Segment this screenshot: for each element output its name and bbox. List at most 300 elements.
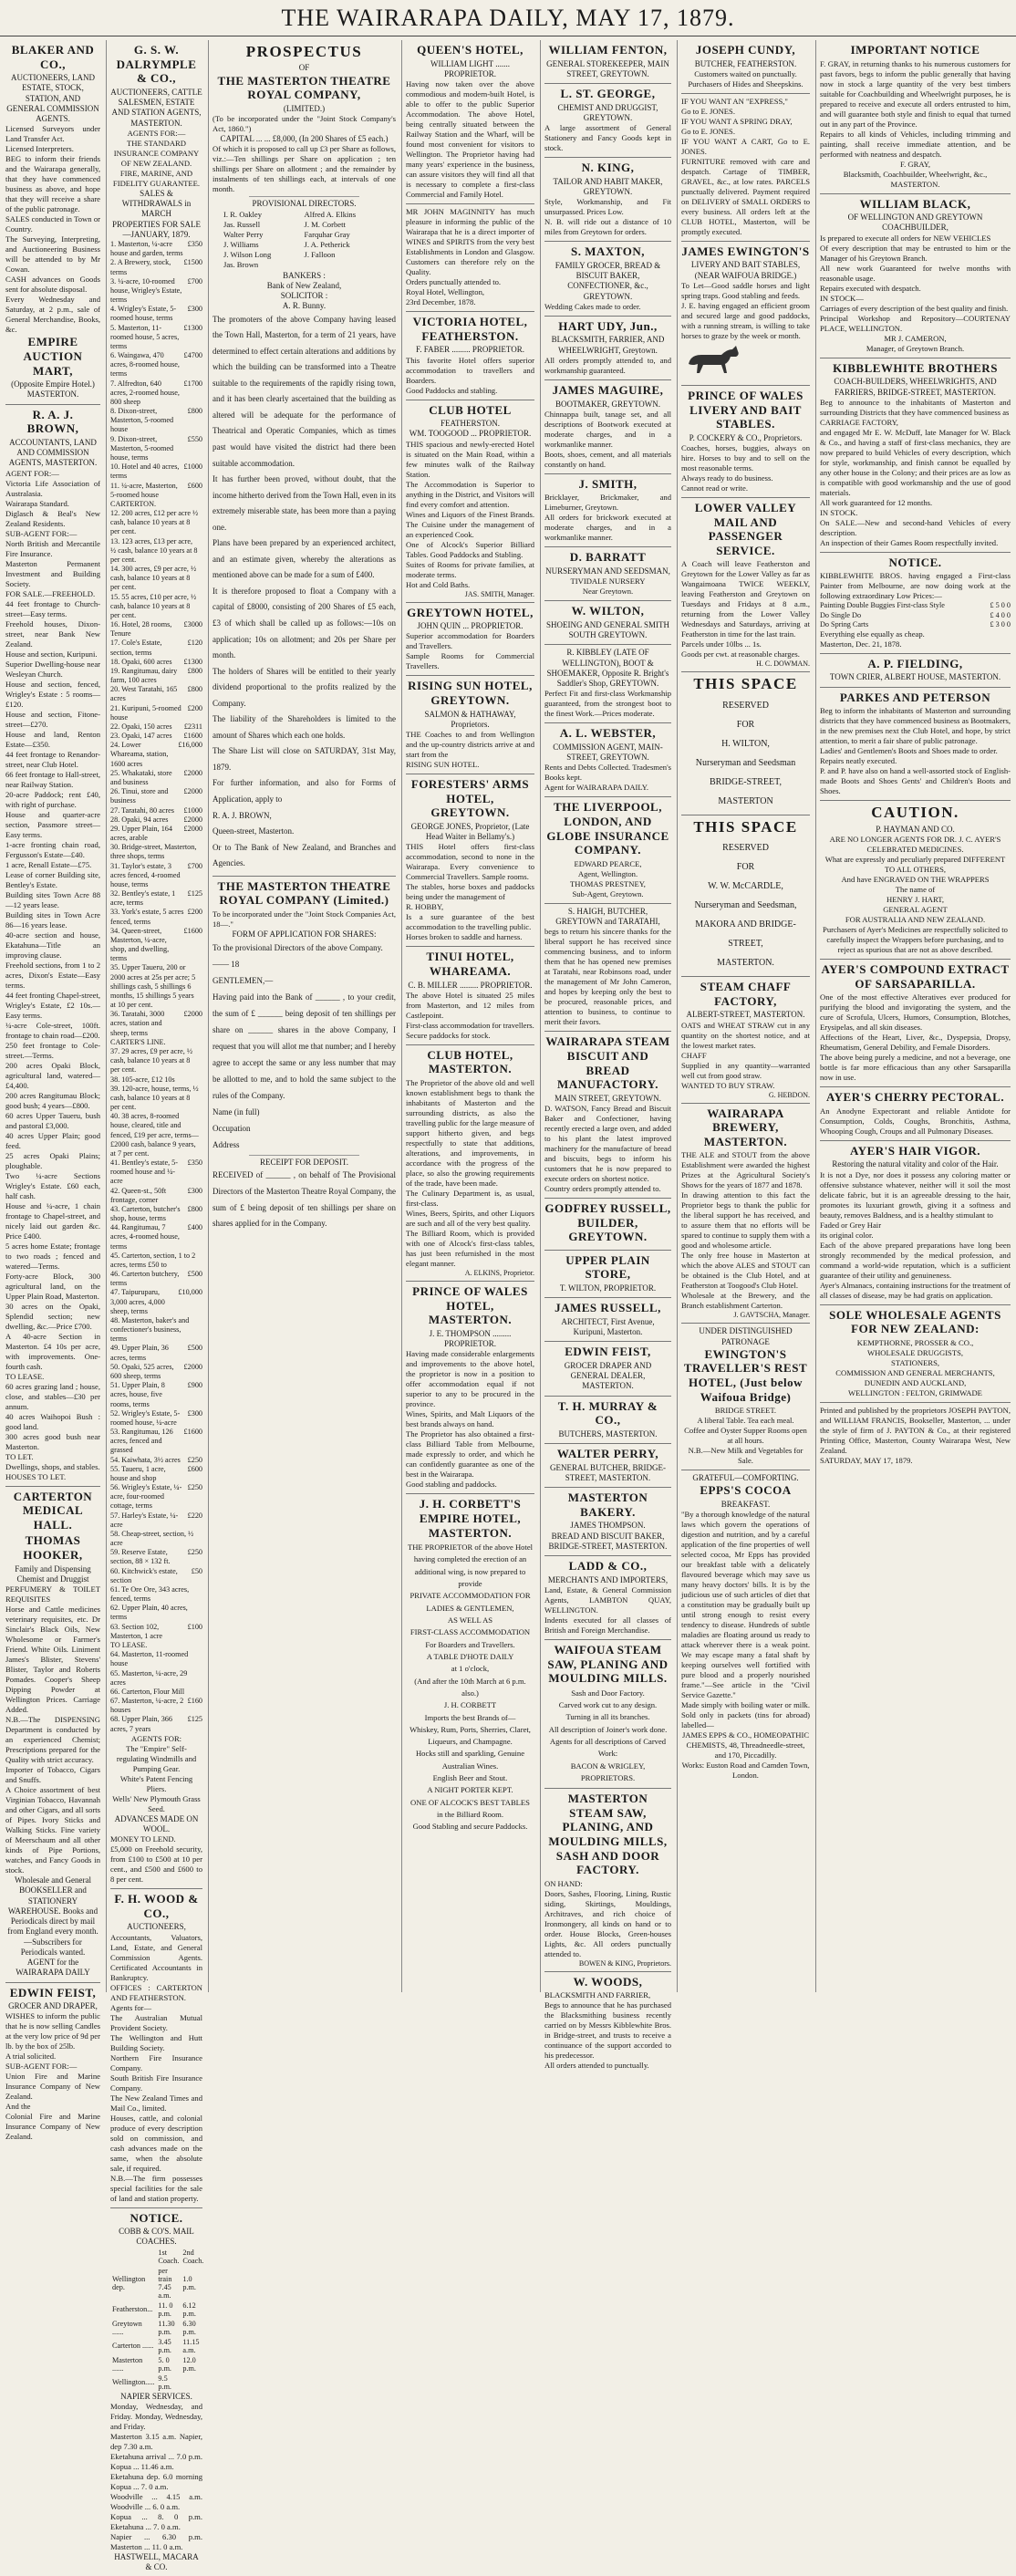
ad-subtitle: (Opposite Empire Hotel.) xyxy=(11,379,95,390)
ad-body: Bricklayer, Brickmaker, and Limeburner, Greytown. All orders for brickwork executed at moderate charges, and in a workmanlike manner. xyxy=(544,493,671,543)
table-cell xyxy=(181,2373,205,2392)
price-row-cell: £300 xyxy=(187,1186,202,1195)
ad-subtitle: GROCER AND DRAPER, xyxy=(8,2001,98,2011)
price-row-cell: £1300 xyxy=(183,323,202,332)
price-row xyxy=(110,258,202,276)
ad-kibblewhite-notice xyxy=(820,553,1011,654)
price-row-cell: £550 xyxy=(187,434,202,443)
ad-travellers-rest xyxy=(681,1324,810,1470)
header-cell: 1st Coach. xyxy=(158,2248,180,2265)
ad-epps-cocoa xyxy=(681,1470,810,1784)
ad-body: Land, Estate, & General Commission Agents, LAMBTON QUAY, WELLINGTON. Indents executed for all classes of British and Foreign Merchandise. xyxy=(544,1584,671,1635)
ad-subtitle: SOLICITOR : xyxy=(280,291,328,301)
ad-body: Coaches, horses, buggies, always on hire. Horses to buy and to sell on the most reasonable terms. Always ready to do business. Cannot read or write. xyxy=(681,442,810,493)
price-row-cell: 31. Taylor's estate, 3 acres fenced, 4-roomed house, terms xyxy=(110,861,181,888)
price-row xyxy=(110,787,202,805)
price-row xyxy=(110,1585,202,1604)
divider xyxy=(249,196,359,197)
ad-subtitle: LIVERY AND BAIT STABLES, (NEAR WAIFOUA BRIDGE.) xyxy=(690,260,801,280)
ad-subtitle: BUTCHER, FEATHERSTON. xyxy=(694,58,797,68)
table-row xyxy=(110,2301,205,2319)
price-row-cell: £400 xyxy=(187,1223,202,1232)
ad-title: STEAM CHAFF FACTORY, xyxy=(700,980,792,1008)
price-row-cell: 65. Masterton, ¼-acre, 29 acres xyxy=(110,1668,188,1687)
price-row xyxy=(110,305,202,323)
ad-king xyxy=(544,158,671,242)
price-row-cell: 59. Reserve Estate, section, 88 × 132 ft. xyxy=(110,1548,171,1566)
ad-subtitle: Restoring the natural vitality and color of the Hair. xyxy=(832,1159,999,1169)
ad-caution xyxy=(820,801,1011,960)
price-row-cell: 7. Alfredton, 640 acres, 2-roomed house, 800 sheep xyxy=(110,379,180,406)
price-row-cell: 2. A Brewery, stock, terms xyxy=(110,258,171,276)
ad-subtitle: P. COCKERY & CO., Proprietors. xyxy=(689,432,803,442)
price-row xyxy=(110,741,202,769)
ad-subtitle: FEATHERSTON. xyxy=(440,419,501,429)
ad-title: F. H. WOOD & CO., xyxy=(114,1892,199,1920)
price-row-cell: 28. Opaki, 94 acres xyxy=(110,815,169,824)
price-row xyxy=(110,351,202,379)
price-row-cell: £800 xyxy=(187,407,202,416)
ad-subtitle: GENERAL STOREKEEPER, MAIN STREET, GREYTOWN. xyxy=(546,58,669,78)
ad-body: JAMES EPPS & CO., HOMEOPATHIC CHEMISTS, 48, Threadneedle-street, and 170, Piccadilly. Works: Euston Road and Camden Town, London. xyxy=(681,1730,810,1781)
paint-price-row-cell: £ 4 0 0 xyxy=(990,610,1011,619)
ad-title: EMPIRE AUCTION MART, xyxy=(23,335,83,378)
ad-title: N. KING, xyxy=(581,161,635,175)
paint-price-row-cell: Do Single Do xyxy=(820,610,862,619)
ad-maxton xyxy=(544,242,671,317)
price-row xyxy=(110,704,202,722)
price-list xyxy=(110,240,202,1734)
price-row-cell: 32. Bentley's estate, 1 acre, terms xyxy=(110,889,176,908)
ad-title: WALTER PERRY, xyxy=(556,1447,659,1461)
ad-waifoua-sawmill xyxy=(544,1640,671,1789)
ad-dalrymple xyxy=(110,40,202,1889)
ad-title: THE MASTERTON THEATRE ROYAL COMPANY, xyxy=(217,73,391,102)
ad-hooker xyxy=(5,1487,100,1983)
ad-subtitle: GROCER DRAPER AND GENERAL DEALER, MASTERTON. xyxy=(564,1360,652,1391)
ad-title: NOTICE. xyxy=(888,555,942,569)
price-row xyxy=(110,1085,202,1113)
ad-body: KIBBLEWHITE BROS. having engaged a First-class Painter from Melbourne, are now doing work at the following extraordinary Low Prices:— xyxy=(820,571,1011,601)
ad-prince-of-wales-hotel xyxy=(406,1282,534,1494)
ad-body: ARE NO LONGER AGENTS FOR DR. J. C. AYER'S CELEBRATED MEDICINES. What are expressly and peculiarly prepared DIFFERENT TO ALL OTHERS, And have ENGRAVED ON THE WRAPPERS The name of HENRY J. HART, GENERAL AGENT FOR AUSTRALIA AND NEW ZEALAND. Purchasers of Ayer's Medicines are respectfully solicited to carefully inspect the Wrappers before purchasing, and to reject as spurious that are not as above described. xyxy=(823,834,1008,954)
price-row xyxy=(110,565,202,593)
ad-subtitle: GEORGE JONES, Proprietor, (Late Head Waiter in Bellamy's.) xyxy=(410,821,530,842)
price-row-cell: 63. Section 102, Masterton, 1 acre xyxy=(110,1622,163,1640)
price-row-cell: £120 xyxy=(187,639,202,648)
price-row-cell: 33. York's estate, 5 acres fenced, terms xyxy=(110,908,184,926)
price-row-cell: 64. Masterton, 11-roomed house xyxy=(110,1650,189,1668)
price-row-cell: £900 xyxy=(187,1381,202,1390)
ad-space-wilton xyxy=(681,672,810,815)
ad-liverpool-insurance xyxy=(544,797,671,903)
ad-subtitle: COACH-BUILDERS, WHEELWRIGHTS, AND FARRIERS, BRIDGE-STREET, MASTERTON. xyxy=(834,377,997,397)
ad-title: TINUI HOTEL, WHAREAMA. xyxy=(426,950,514,979)
price-row xyxy=(110,1252,202,1270)
price-row-cell: 18. Opaki, 600 acres xyxy=(110,657,172,666)
director-name: J. M. Corbett xyxy=(304,219,346,229)
price-row-cell: 53. Rangitumau, 126 acres, fenced and grassed xyxy=(110,1428,173,1455)
ad-title: W. WOODS, xyxy=(573,1974,643,1989)
ad-body: THIS spacious and newly-erected Hotel is situated on the Main Road, within a few minutes walk of the Railway Station. The Accommodation is Superior to anything in the District, and Visitors will find every comfort and attention. Wines and Liquors of the Finest Brands. The Cuisine under the management of an experienced Cook. One of Alcock's Superior Billiard Tables. Good Paddocks and Stabling. Suites of Rooms for private families, at moderate terms. Hot and Cold Baths. xyxy=(406,439,534,589)
ad-wood xyxy=(110,1889,202,2207)
ad-body: A large assortment of General Stationery and Fancy Goods kept in stock. xyxy=(544,123,671,153)
paint-price-row-cell: Painting Double Buggies First-class Style xyxy=(820,601,945,610)
price-row-cell: £1700 xyxy=(183,379,202,388)
ad-title: LADD & CO., xyxy=(568,1559,648,1574)
ad-body: IF YOU WANT AN "EXPRESS," Go to E. JONES. xyxy=(681,96,788,116)
ad-title: JAMES EWINGTON'S xyxy=(681,244,810,258)
table-cell: 5. 0 p.m. xyxy=(158,2355,171,2373)
price-row-cell: £600 xyxy=(187,1464,202,1473)
ad-tinui-hotel xyxy=(406,947,534,1044)
price-row xyxy=(110,620,202,639)
ad-body: IF YOU WANT A CART, Go to E. JONES. xyxy=(681,136,810,156)
ad-body: PERFUMERY & TOILET REQUISITES Horse and Cattle medicines veterinary requisites, etc. Dr Sinclair's Black Oils, New Wholesome or Farmer's Friend. White Oils. Liniment James's Blister, Stevens' Blister, Taylor and Roberts Pomades. Cooper's Sheep Dipping Powder at Wellington Prices. Carriage Added. N.B.—The DISPENSING Department is conducted by an experienced Chemist; Prescriptions prepared for the Quality with strict accuracy. Importer of Tobacco, Cigars and Snuffs. A Choice assortment of best Virginian Tobacco, Havannah and other Cigars, and all sorts of Pipes. Ivory Sticks and Walking Sticks. Fine variety of Meerschaum and all other kinds of Pipe Portions, watches, and Fancy Goods in stock. xyxy=(5,1584,100,1875)
price-row-cell: 1. Masterton, ¼-acre house and garden, terms xyxy=(110,240,183,258)
ad-greytown-hotel xyxy=(406,603,534,677)
ad-title: CLUB HOTEL xyxy=(429,402,512,417)
ad-sole-agents xyxy=(820,1305,1011,1403)
price-row xyxy=(110,1530,202,1548)
ad-subtitle: CAPITAL ... ... £8,000, (In 200 Shares of £5 each.) xyxy=(220,134,389,144)
ad-title: MASTERTON BAKERY. xyxy=(567,1491,648,1519)
price-row-cell: 48. Masterton, baker's and confectioner's business, terms xyxy=(110,1315,190,1344)
ad-subtitle: AUCTIONEERS, xyxy=(127,1922,186,1932)
price-row-cell: 6. Waingawa, 470 acres, 8-roomed house, terms xyxy=(110,351,180,379)
ad-body: AGENTS FOR:— THE STANDARD INSURANCE COMPANY OF NEW ZEALAND. FIRE, MARINE, AND FIDELITY GUARANTEE. xyxy=(112,128,201,188)
table-cell: per train 7.45 a.m. xyxy=(158,2266,172,2300)
price-row-cell: 44. Rangitumau, 7 acres, 4-roomed house, terms xyxy=(110,1223,180,1251)
table-cell: 11.15 a.m. xyxy=(182,2337,200,2354)
ad-subtitle: WILLIAM LIGHT ....... PROPRIETOR. xyxy=(430,58,511,78)
ad-wilton xyxy=(544,601,671,645)
table-cell: Masterton ...... xyxy=(112,2355,143,2373)
ad-hair-vigor xyxy=(820,1141,1011,1305)
ad-body: FURNITURE removed with care and despatch. Cartage of TIMBER, GRAVEL, &c., at low rates. PARCELS punctually delivered. Payment required on DELIVERY of SMALL ORDERS to every business. All orders left at the CLUB HOTEL, Masterton, will be promptly executed. xyxy=(681,156,810,236)
timetable-header xyxy=(110,2248,205,2266)
ad-title: JOSEPH CUNDY, xyxy=(695,43,796,57)
ad-subtitle: J. E. THOMPSON ......... PROPRIETOR. xyxy=(429,1328,512,1349)
ad-title: BLAKER AND CO., xyxy=(11,43,95,71)
ad-subtitle: ALBERT-STREET, MASTERTON. xyxy=(686,1010,805,1020)
ad-subtitle: GRATEFUL—COMFORTING. xyxy=(692,1473,799,1483)
ad-title: KIBBLEWHITE BROTHERS xyxy=(833,360,998,375)
ad-club-hotel-masterton xyxy=(406,1045,534,1282)
price-row-cell: 41. Bentley's estate, 5-roomed house and ¼-acre xyxy=(110,1158,179,1186)
price-row-cell: 42. Queen-st., 50ft frontage, corner xyxy=(110,1186,167,1204)
price-row xyxy=(110,240,202,258)
price-row-cell: 3. ¼-acre, 10-roomed house, Wrigley's Estate, terms xyxy=(110,276,182,305)
price-row-cell: 8. Dixon-street, Masterton, 5-roomed house xyxy=(110,407,174,434)
price-row-cell: 61. Te Ore Ore, 343 acres, fenced, terms xyxy=(110,1584,190,1604)
price-row-cell: 46. Carterton butchery, terms xyxy=(110,1270,180,1288)
ad-william-black xyxy=(820,194,1011,358)
ad-title: THIS SPACE xyxy=(693,817,798,836)
ad-body: Accountants, Valuators, Land, Estate, and General Commission Agents. Certificated Accountants in Bankruptcy. OFFICES : CARTERTON AND FEATHERSTON. Agents for— The Australian Mutual Provident Society. The Wellington and Hutt Building Society. Northern Fire Insurance Company. South British Fire Insurance Company. The New Zealand Times and Mail Co., limited. Houses, cattle, and colonial produce of every description sold on commission, and cash advances made on the same, when the absolute sale, if required. N.B.—The firm possesses special facilities for the sale of land and station property. xyxy=(110,1932,202,2203)
director-name: Jas. Russell xyxy=(223,219,261,229)
ad-signature: JAS. SMITH, Manager. xyxy=(464,589,534,598)
price-row-cell: 47. Taipuruparu, 3,000 acres, 4,000 sheep, terms xyxy=(110,1288,165,1315)
ad-barratt xyxy=(544,547,671,601)
price-row xyxy=(110,1465,202,1483)
ad-subtitle: NURSERYMAN AND SEEDSMAN, xyxy=(545,566,670,576)
divider xyxy=(249,1155,359,1156)
ad-body: This favorite Hotel offers superior accommodation to travellers and Boarders. Good Paddocks and stabling. xyxy=(406,355,534,395)
ad-webster xyxy=(544,723,671,797)
ad-title: S. MAXTON, xyxy=(571,244,645,259)
ad-title: CLUB HOTEL, MASTERTON. xyxy=(427,1047,513,1076)
price-row xyxy=(110,1409,202,1428)
table-cell: 11.30 p.m. xyxy=(158,2319,175,2336)
price-row-cell: £2000 xyxy=(183,768,202,777)
ad-subtitle: ACCOUNTANTS, LAND AND COMMISSION AGENTS, MASTERTON. xyxy=(8,437,98,468)
ad-subtitle: R. KIBBLEY (LATE OF WELLINGTON), BOOT & SHOEMAKER, Opposite R. Bright's Saddler's Shop, GREYTOWN. xyxy=(546,648,669,689)
ad-body: To Let—Good saddle horses and light spring traps. Good stabling and feeds. J. E. having engaged an efficient groom and secured large and good paddocks, with a running stream, is willing to take horses to graze by the week or month. xyxy=(681,280,810,340)
table-cell: 1.0 p.m. xyxy=(182,2274,196,2291)
price-row-cell: 14. 300 acres, £9 per acre, ½ cash, balance 10 years at 8 per cent. xyxy=(110,565,197,592)
ad-subtitle: SALES & WITHDRAWALS in MARCH xyxy=(121,188,192,219)
price-row-cell: £125 xyxy=(187,889,202,898)
ad-body: F. GRAY, in returning thanks to his numerous customers for past favors, begs to inform the public generally that having now in stock a large quantity of the very best timbers suitable for Coachbuilding and Wheelwright purposes, he is prepared to receive and execute all orders entrusted to him, and will guarantee both style and finish to equal that turned out in any part of the Province. Repairs to all kinds of Vehicles, including trimming and painting, shall receive immediate attention, and be performed with neatness and despatch. xyxy=(820,58,1011,159)
price-row-cell: 11. ¼-acre, Masterton, 5-roomed house xyxy=(110,481,178,499)
price-row-cell: £500 xyxy=(187,1344,202,1353)
price-row-cell: £500 xyxy=(187,1270,202,1279)
ad-body: All orders promptly attended to, and workmanship guaranteed. xyxy=(544,355,671,375)
ad-signature: G. HEBDON. xyxy=(768,1090,810,1099)
ad-subtitle: COMMISSION AGENT, MAIN-STREET, GREYTOWN. xyxy=(553,742,663,763)
price-row xyxy=(110,1650,202,1668)
column-1 xyxy=(2,40,104,2142)
ad-title: EDWIN FEIST, xyxy=(9,1985,97,2000)
ad-body: IF YOU WANT A SPRING DRAY, Go to E. JONES. xyxy=(681,116,793,136)
column-3 xyxy=(208,40,399,1992)
price-row-cell: 34. Queen-street, Masterton, ¼-acre, shop, and dwelling, terms xyxy=(110,926,170,963)
ad-body: KEMPTHORNE, PROSSER & CO., WHOLESALE DRUGGISTS, STATIONERS, COMMISSION AND GENERAL MERCHANTS, DUNEDIN AND AUCKLAND, WELLINGTON : FELTON, GRIMWADE xyxy=(835,1337,995,1397)
ad-signature: A. ELKINS, Proprietor. xyxy=(464,1269,534,1278)
table-cell: 6.12 p.m. xyxy=(182,2301,196,2318)
ad-body: THIS Hotel offers first-class accommodation, second to none in the Wairarapa. Every convenience to Commercial Travellers. Sample rooms. The stables, horse boxes and paddocks being under the management of R. HOBBY, Is a sure guarantee of the best accommodation to the travelling public. Horses broken to saddle and harness. xyxy=(406,842,534,942)
ad-sarsaparilla xyxy=(820,960,1011,1087)
header-cell xyxy=(110,2248,156,2266)
ad-body: RECEIVED of ______ , on behalf of The Provisional Directors of the Masterton Theatre Royal Company, the sum of £ being deposit of ten shillings per share on shares applied for in the Company. xyxy=(213,1170,396,1229)
price-row-cell: 35. Upper Taueru, 200 or 2000 acres at 25s per acre; 5 shillings cash, 5 shillings 6 months, 15 shillings 5 years at 10 per cent. xyxy=(110,963,196,1010)
price-row xyxy=(110,1604,202,1622)
ad-title: THOMAS HOOKER, xyxy=(23,1533,83,1563)
ad-body: The Proprietor of the above old and well known establishment begs to thank the inhabitants of Masterton and the surrounding districts, as also the travelling public for the large measure of support hitherto given, and begs respectfully to state that additions, alterations, and improvements, in accordance with the progress of the place, so also the growing requirements of the trade, have been made. The Culinary Department is, as usual, first-class. Wines, Beers, Spirits, and other Liquors are such and all of the very best quality. The Billiard Room, which is provided with one of Alcock's first-class tables, has just been refurnished in the most elegant manner. xyxy=(406,1078,534,1269)
ad-share-form xyxy=(213,877,396,1236)
ad-subtitle: PROVISIONAL DIRECTORS. xyxy=(252,199,357,209)
ad-empire-hotel xyxy=(406,1494,534,1836)
ad-body: Beg to announce to the inhabitants of Masterton and surrounding Districts that they have commenced business as CARRIAGE FACTORY, and engaged Mr E. W. McDuff, late Manager for W. Black & Co., and having a staff of first-class mechanics, they are now prepared to build Vehicles of every description, which for style, workmanship, and finish cannot be equalled by any other house in the Colony; and their prices are as low as is compatible with good workmanship and the use of good materials. All work guaranteed for 12 months. IN STOCK. On SALE.—New and second-hand Vehicles of every description. An inspection of their Games Room respectfully invited. xyxy=(820,397,1011,547)
ad-club-hotel-featherston xyxy=(406,400,534,603)
ad-body: Beg to inform the inhabitants of Masterton and surrounding districts that they have commenced business as Bootmakers, in the new premises next the Club Hotel, and hope, by strict attention, to merit a fair share of public patronage. Ladies' and Gentlemen's Boots and Shoes made to order. Repairs neatly executed. P. and P. have also on hand a well-assorted stock of English-made Boots and Shoes Gents' and Children's Boots and Shoes. xyxy=(820,706,1011,796)
ad-title: AYER'S CHERRY PECTORAL. xyxy=(825,1090,1005,1105)
ad-subtitle: RECEIPT FOR DEPOSIT. xyxy=(260,1158,348,1168)
table-row xyxy=(110,2373,205,2392)
ad-feist xyxy=(5,1983,100,2146)
table-cell: 6.30 p.m. xyxy=(182,2319,196,2336)
price-row-cell: £2000 xyxy=(183,787,202,796)
price-row xyxy=(110,1669,202,1688)
price-row xyxy=(110,1363,202,1381)
column-5 xyxy=(540,40,675,2071)
ad-title: CARTERTON MEDICAL HALL. xyxy=(13,1489,93,1532)
ad-title: FORESTERS' ARMS HOTEL, GREYTOWN. xyxy=(410,777,530,820)
director-name: J. Wilson Long xyxy=(223,250,272,260)
ad-subtitle: C. B. MILLER ......... PROPRIETOR. xyxy=(408,980,533,990)
price-row xyxy=(110,1010,202,1038)
price-row xyxy=(110,1223,202,1252)
price-row-cell: 57. Harley's Estate, ¼-acre xyxy=(110,1511,179,1529)
price-row-cell: TO LEASE. xyxy=(110,1640,148,1649)
ad-murray xyxy=(544,1397,671,1444)
price-row-cell: £1300 xyxy=(183,657,202,666)
price-row xyxy=(110,963,202,1010)
price-row-cell: £250 xyxy=(187,1483,202,1492)
ad-subtitle: CHEMIST AND DRUGGIST, GREYTOWN. xyxy=(557,102,658,122)
ad-body: MONEY TO LEND. £5,000 on Freehold security, from £100 to £500 at 10 per cent., and £500 and £600 to 8 per cent. xyxy=(110,1834,202,1885)
ad-body: Customers waited on punctually. Purchasers of Hides and Sheepskins. xyxy=(688,68,803,88)
ad-hart-udy xyxy=(544,317,671,380)
ad-prince-stables xyxy=(681,386,810,498)
price-row xyxy=(110,482,202,500)
paint-price-row xyxy=(820,620,1011,629)
price-row xyxy=(110,1112,202,1158)
price-row-cell: 49. Upper Plain, 36 acres, terms xyxy=(110,1344,169,1362)
ad-fielding xyxy=(820,654,1011,688)
price-row xyxy=(110,1483,202,1511)
ad-title: MASTERTON STEAM SAW, PLANING, AND MOULDING MILLS, SASH AND DOOR FACTORY. xyxy=(548,1792,668,1877)
ad-subtitle: JAMES THOMPSON. xyxy=(570,1521,646,1531)
director-name: Farquhar Gray xyxy=(304,229,350,239)
ad-body: THE Coaches to and from Wellington and the up-country districts arrive at and start from the RISING SUN HOTEL. xyxy=(406,730,534,770)
imprint-text: Printed and published by the proprietors JOSEPH PAYTON, and WILLIAM FRANCIS, Bookseller, Masterton, ... under the style of firm of J. PAYTON & Co., at their registered Printing Office, Masterton, County Wairarapa West, New Zealand. SATURDAY, MAY 17, 1879. xyxy=(820,1405,1011,1465)
price-row-cell: £1500 xyxy=(183,258,202,267)
ad-title: JAMES MAGUIRE, xyxy=(552,382,664,397)
ad-body: (To be incorporated under the "Joint Stock Company's Act, 1860.") xyxy=(213,114,396,134)
price-row-cell: £1000 xyxy=(183,805,202,815)
table-cell: 11. 0 p.m. xyxy=(158,2301,173,2318)
ad-subtitle: JOHN QUIN ... PROPRIETOR. xyxy=(417,621,524,631)
price-row-cell: £4700 xyxy=(183,351,202,360)
director-name: I. R. Oakley xyxy=(223,209,263,219)
director-name: J. A. Petherick xyxy=(304,240,350,250)
ad-fenton xyxy=(544,40,671,84)
ad-masterton-sawmill xyxy=(544,1789,671,1972)
price-row-cell: 51. Upper Plain, 8 acres, house, five rooms, terms xyxy=(110,1381,165,1408)
ad-title: WAIRARAPA STEAM BISCUIT AND BREAD MANUFACTORY. xyxy=(545,1034,670,1092)
price-row-cell: £160 xyxy=(187,1697,202,1706)
price-row xyxy=(110,685,202,703)
ad-title: PRINCE OF WALES LIVERY AND BAIT STABLES. xyxy=(688,388,803,431)
ad-subtitle: (LIMITED.) xyxy=(283,103,326,113)
ad-title: J. H. CORBETT'S EMPIRE HOTEL, MASTERTON. xyxy=(419,1497,522,1540)
ad-body: "By a thorough knowledge of the natural laws which govern the operations of digestion and nutrition, and by a careful application of the fine properties of well selected cocoa, Mr Epps has provided our breakfast table with a delicately flavoured beverage which may save us many heavy doctors' bills. It is by the judicious use of such articles of diet that a constitution may be gradually built up until strong enough to resist every tendency to disease. Hundreds of subtle maladies are floating around us ready to attack wherever there is a weak point. We may escape many a fatal shaft by keeping ourselves well fortified with pure blood and a properly nourished frame."—See article in the "Civil Service Gazette." Made simply with boiling water or milk. Sold only in packets (tins for abroad) labelled— xyxy=(681,1510,810,1730)
price-row xyxy=(110,462,202,481)
ad-body: MR J. CAMERON, Manager, of Greytown Branch. xyxy=(866,333,965,353)
price-row-cell: 20. West Taratahi, 165 acres xyxy=(110,685,178,703)
ad-body: Everything else equally as cheap. Masterton, Dec. 21, 1878. xyxy=(820,628,925,649)
price-row-cell: 62. Upper Plain, 40 acres, terms xyxy=(110,1604,188,1622)
masthead xyxy=(0,0,1016,36)
ad-subtitle: BREAD AND BISCUIT BAKER, BRIDGE-STREET, MASTERTON. xyxy=(548,1531,668,1551)
horse-illustration xyxy=(681,344,745,375)
price-row xyxy=(110,732,202,741)
ad-body: D. WATSON, Fancy Bread and Biscuit Baker and Confectioner, having recently erected a large oven, and added to his plant the latest improved machinery for the manufacture of bread and biscuits, begs to inform his customers that he is now prepared to execute orders on shortest notice. Country orders promptly attended to. xyxy=(544,1103,671,1193)
price-row xyxy=(110,500,202,509)
ad-title: WILLIAM FENTON, xyxy=(548,43,668,57)
ad-title: SOLE WHOLESALE AGENTS FOR NEW ZEALAND: xyxy=(829,1307,1001,1336)
table-cell: 9.5 p.m. xyxy=(158,2373,171,2391)
price-row-cell: £2000 xyxy=(183,815,202,824)
price-row xyxy=(110,1316,202,1345)
ad-title: AYER'S COMPOUND EXTRACT OF SARSAPARILLA. xyxy=(821,961,1010,991)
ad-edwin-feist xyxy=(544,1342,671,1396)
price-row-cell: 54. Kaiwhata, 3½ acres xyxy=(110,1455,181,1464)
ad-subtitle: PROPERTIES FOR SALE—JANUARY, 1879. xyxy=(112,219,201,239)
ad-body: To the provisional Directors of the above Company. —— 18 GENTLEMEN,— Having paid into the Bank of ______ , to your credit, the sum of £ ______ being deposit of ten shillings per share on ______ shares in the above Company, I request that you will allot me that number; and I hereby agree to accept the same or any less number that may be allotted to me, and to hold the same subject to the rules of the Company. Name (in full) Occupation Address xyxy=(213,943,396,1150)
price-row-cell: 60. Kitchwick's estate, section xyxy=(110,1566,178,1584)
ad-body: Monday, Wednesday, and Friday. Monday, Wednesday, and Friday. Masterton 3.15 a.m. Napier, dep 7.30 a.m. Eketahuna arrival ... 7.0 p.m. Kopua ... 11.46 a.m. Eketahuna dep. 6.0 morning Kopua ... 7. 0 a.m. Woodville ... 4.15 a.m. Woodville ... 6. 0 a.m. Kopua ... 8. 0 p.m. Eketahuna ... 7. 0 a.m. Napier ... 6.30 p.m. Masterton ... 11. 0 a.m. xyxy=(110,2401,202,2551)
price-row xyxy=(110,1697,202,1715)
ad-blaker xyxy=(5,40,100,405)
price-row-cell: £2000 xyxy=(183,1010,202,1019)
ad-body: Rents and Debts Collected. Tradesmen's Books kept. Agent for WAIRARAPA DAILY. xyxy=(544,763,671,793)
price-row-cell: 39. 120-acre, house, terms, ½ cash, balance 10 years at 8 per cent. xyxy=(110,1084,199,1112)
price-row-cell: £220 xyxy=(187,1511,202,1520)
price-row-cell: 10. Hotel and 40 acres, terms xyxy=(110,462,180,481)
ad-body: RESERVED FOR H. WILTON, Nurseryman and Seedsman BRIDGE-STREET, MASTERTON xyxy=(695,700,796,806)
table-row xyxy=(110,2337,205,2355)
ad-subtitle: BOOTMAKER, GREYTOWN. xyxy=(555,399,661,409)
ad-body: Having made considerable enlargements and improvements to the above hotel, the proprietor is now in a position to offer accommodation equal if not superior to any to be procured in the province. Wines, Spirits, and Malt Liquors of the best brands always on hand. The Proprietor has also obtained a first-class Billiard Table from Melbourne, made expressly to order, and which he can confidently guarantee as one of the best in the Wairarapa. Good stabling and paddocks. xyxy=(406,1349,534,1490)
ad-subtitle: AUCTIONEERS, CATTLE SALESMEN, ESTATE AND STATION AGENTS, MASTERTON. xyxy=(110,87,202,128)
price-row-cell: 45. Carterton, section, 1 to 2 acres, terms £50 to xyxy=(110,1251,196,1269)
ad-title: WILLIAM BLACK, xyxy=(859,196,971,211)
ad-subtitle: S. HAIGH, BUTCHER, GREYTOWN and TARATAHI, xyxy=(555,906,660,927)
ad-subtitle: COBB & CO'S. MAIL COACHES. xyxy=(119,2227,194,2247)
price-row xyxy=(110,537,202,566)
price-row xyxy=(110,722,202,732)
ad-james-russell xyxy=(544,1298,671,1342)
ad-title: UPPER PLAIN STORE, xyxy=(565,1252,650,1282)
ad-body: To be incorporated under the "Joint Stock Companies Act, 18—." xyxy=(213,909,396,929)
ad-body: THE PROPRIETOR of the above Hotel having completed the erection of an additional wing, is now prepared to provide PRIVATE ACCOMMODATION FOR LADIES & GENTLEMEN, AS WELL AS FIRST-CLASS ACCOMMODATION For Boarders and Travellers. A TABLE D'HOTE DAILY at 1 o'clock, (And after the 10th March at 6 p.m. also.) J. H. CORBETT Imports the best Brands of— Whiskey, Rum, Ports, Sherries, Claret, Liqueurs, and Champagne. Hocks still and sparkling, Genuine Australian Wines. English Beer and Stout. A NIGHT PORTER KEPT. ONE OF ALCOCK'S BEST TABLES in the Billiard Room. Good Stabling and secure Paddocks. xyxy=(407,1542,534,1832)
price-row xyxy=(110,277,202,306)
ad-jones-express xyxy=(681,94,810,242)
price-row-cell: £600 xyxy=(187,481,202,490)
ad-body: MR JOHN MAGINNITY has much pleasure in informing the public of the Wairarapa that he is a direct importer of WINES and SPIRITS from the very best Establishments in London and Glasgow. Customers can therefore rely on the Quality. xyxy=(406,207,534,277)
ad-godfrey-russell xyxy=(544,1199,671,1251)
paint-price-row-cell: Do Spring Carts xyxy=(820,619,869,628)
ad-perry xyxy=(544,1444,671,1488)
ad-subtitle: NAPIER SERVICES. xyxy=(120,2391,192,2401)
ad-body: AGENTS FOR: The "Empire" Self-regulating Windmills and Pumping Gear. White's Patent Fencing Pliers. Wells' New Plymouth Grass Seed. xyxy=(112,1733,201,1813)
table-cell: Featherston... xyxy=(112,2305,153,2314)
price-row xyxy=(110,825,202,843)
ad-upper-plain-store xyxy=(544,1251,671,1298)
ad-body: Of which it is proposed to call up £3 per Share as follows, viz.:—Ten shillings per Share on application ; ten shillings per Share on allotment ; and the remainder by instalments of ten shillings each, at intervals of one month. xyxy=(213,144,396,194)
ad-title: IMPORTANT NOTICE xyxy=(850,43,980,57)
price-row-cell: £10,000 xyxy=(178,1288,202,1297)
ad-subtitle: BUTCHERS, MASTERTON. xyxy=(558,1428,658,1439)
ad-woods xyxy=(544,1972,671,2075)
price-row-cell: £2000 xyxy=(183,1362,202,1371)
price-row-cell: 38. 105-acre, £12 10s xyxy=(110,1075,175,1084)
price-row xyxy=(110,667,202,685)
price-row-cell: 17. Cole's Estate, section, terms xyxy=(110,639,162,657)
